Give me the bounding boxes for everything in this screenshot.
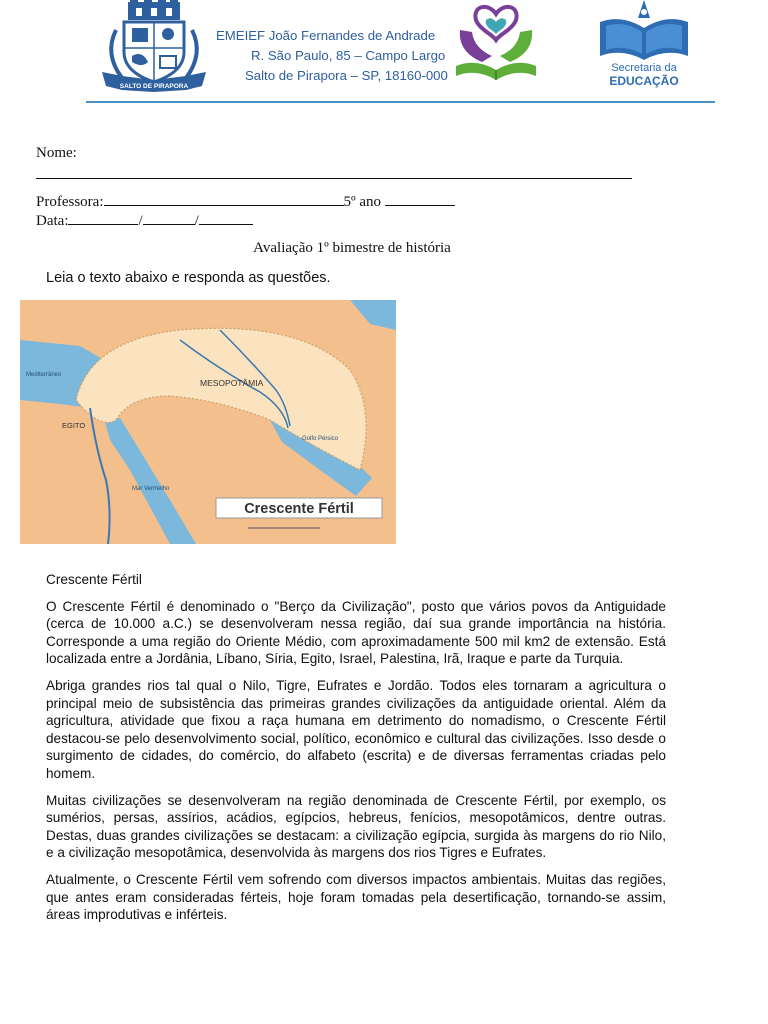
date-row [36,212,253,230]
teacher-label: Professora: [36,194,104,210]
article-paragraph: Muitas civilizações se desenvolveram na região denominada de Crescente Fértil, por exemplo, os sumérios, persas, assírios, acádios, egípcios, hebreus, fenícios, mesopotâmicos, dentre outras. Destas, duas grandes civilizações se destacam: a civilização egípcia, surgida às margens do rio Nilo, e a civilização mesopotâmica, desenvolvida às margens dos rios Tigres e Eufrates. [46,792,666,861]
school-info [210,26,470,86]
school-address: R. São Paulo, 85 – Campo Largo [251,48,446,63]
article-paragraph: O Crescente Fértil é denominado o "Berço da Civilização", posto que vários povos da Antiguidade (cerca de 10.000 a.C.) se desenvolveram nessa região, daí sua grande importância na história. Corresponde a uma região do Oriente Médio, com aproximadamente 500 mil km2 de extensão. Está localizada entre a Jordânia, Líbano, Síria, Egito, Israel, Palestina, Irã, Iraque e parte da Turquia. [46,598,666,667]
fertile-crescent-map [20,300,396,544]
teacher-field-line[interactable] [104,193,344,206]
article-heading: Crescente Fértil [46,572,142,587]
map-label-mediterraneo: Mediterrâneo [26,372,62,378]
name-label: Nome: [36,145,77,161]
map-label-golfo: Golfo Pérsico [302,436,339,442]
secretaria-caption [596,62,692,88]
header-divider [86,101,715,103]
date-sep-2: / [194,213,199,229]
map-caption: Crescente Fértil [244,501,354,517]
school-hearts-book-logo [452,0,542,86]
crest-ribbon-text: SALTO DE PIRAPORA [119,83,189,90]
date-sep-1: / [138,213,143,229]
date-year-line[interactable] [199,212,253,225]
school-name: EMEIEF João Fernandes de Andrade [216,28,436,43]
date-label: Data: [36,213,69,229]
grade-field-line[interactable] [385,193,455,206]
secretaria-line1: Secretaria da [611,62,677,74]
article [46,571,666,933]
teacher-row [36,193,455,211]
municipal-crest-logo [98,0,210,94]
map-label-mesopotamia: MESOPOTÂMIA [200,378,264,388]
article-paragraph: Abriga grandes rios tal qual o Nilo, Tigre, Eufrates e Jordão. Todos eles tornaram a agricultura o principal meio de subsistência das primeiras grandes civilizações da antiguidade oriental. Além da agricultura, atividade que fixou a raça humana em detrimento do nomadismo, o Crescente Fértil destacou-se pelo desenvolvimento social, político, econômico e cultural das civilizações. Isso desde o surgimento de cidades, do comércio, do alfabeto (escrita) e de diversas ferramentas criadas pelo homem. [46,677,666,781]
date-day-line[interactable] [68,212,138,225]
name-row [36,145,77,162]
exam-title: Avaliação 1º bimestre de história [253,240,451,256]
grade-label: 5º ano [343,194,382,210]
secretaria-line2: EDUCAÇÃO [609,74,679,88]
article-paragraph: Atualmente, o Crescente Fértil vem sofrendo com diversos impactos ambientais. Muitas das regiões, que antes eram consideradas férteis, hoje foram tomadas pela desertificação, tornando-se assim, áreas improdutivas e inférteis. [46,871,666,923]
secretaria-educacao-logo [594,0,694,60]
map-label-mar-vermelho: Mar Vermelho [132,486,170,492]
date-month-line[interactable] [143,212,195,225]
instruction-text: Leia o texto abaixo e responda as questões. [46,270,331,286]
name-field-line[interactable] [36,178,632,179]
school-city: Salto de Pirapora – SP, 18160-000 [245,68,448,83]
map-label-egito: EGITO [62,421,86,430]
